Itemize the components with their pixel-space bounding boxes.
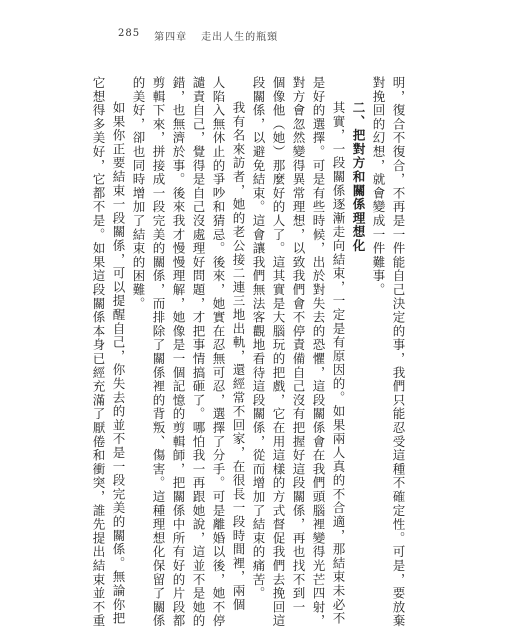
text-line: 的美好，卻也同時增加了結束的困難。	[131, 76, 146, 311]
text-line: 人陷入無休止的爭吵和猜忌。後來，她實在忍無可忍，選擇了分手。可是離婚以後，她不停	[211, 76, 226, 628]
section-heading: 二、把對方和關係理想化	[351, 101, 366, 253]
text-line: 剪輯下來，拼接成一段完美的關係，而排除了關係裡的背叛、傷害。這種理想化保留了關係	[151, 76, 166, 628]
text-line: 對方會忽然變得異常理想，以致我們會不停責備自己沒有把握好這段關係，再也找不到一	[291, 76, 306, 615]
page-number: 285	[118, 28, 141, 39]
text-line: 是好的選擇。可是有些時候，出於對失去的恐懼，這段關係會在我們頭腦裡變得光芒四射，	[311, 76, 326, 628]
body-text	[91, 76, 408, 628]
running-header	[118, 28, 278, 43]
text-line: 我有名來訪者，她的老公接二連三地出軌，還經常不回家，在很長一段時間裡，兩個	[231, 101, 246, 612]
text-line: 明，復合不復合，不再是一件能自己決定的事，我們只能忍受這種不確定性。可是，要放棄	[391, 76, 406, 628]
chapter-label: 第四章	[154, 32, 188, 43]
text-line: 個像他（她）那麼好的人了。這其實是大腦玩的把戲，它在用這樣的方式督促我們去挽回這	[271, 76, 286, 628]
text-line: 其實，一段關係逐漸走向結束，一定是有原因的。如果兩人真的不合適，那結束未必不	[331, 101, 346, 626]
text-line: 段關係，以避免結束。這會讓我們無法客觀地看待這段關係，從而增加了結束的痛苦。	[251, 76, 266, 601]
text-line: 錯，也無濟於事。後來我才慢慢理解，她像是一個記憶的剪輯師，把關係中所有好的片段都	[171, 76, 186, 628]
text-line: 譴責自己，覺得是自己沒處理好問題，才把事情搞砸了。哪怕我一再跟她說，這並不是她的	[191, 76, 206, 628]
text-line: 如果你正要結束一段關係，可以提醒自己，你失去的並不是一段完美的關係。無論你把	[111, 101, 126, 626]
text-line: 它想得多美好，它都不是。如果這段關係本身已經充滿了厭倦和衝突，誰先提出結束並不重	[91, 76, 106, 628]
chapter-title: 走出人生的瓶頸	[201, 32, 279, 43]
text-line: 對挽回的幻想，就會變成一件難事。	[371, 76, 386, 297]
